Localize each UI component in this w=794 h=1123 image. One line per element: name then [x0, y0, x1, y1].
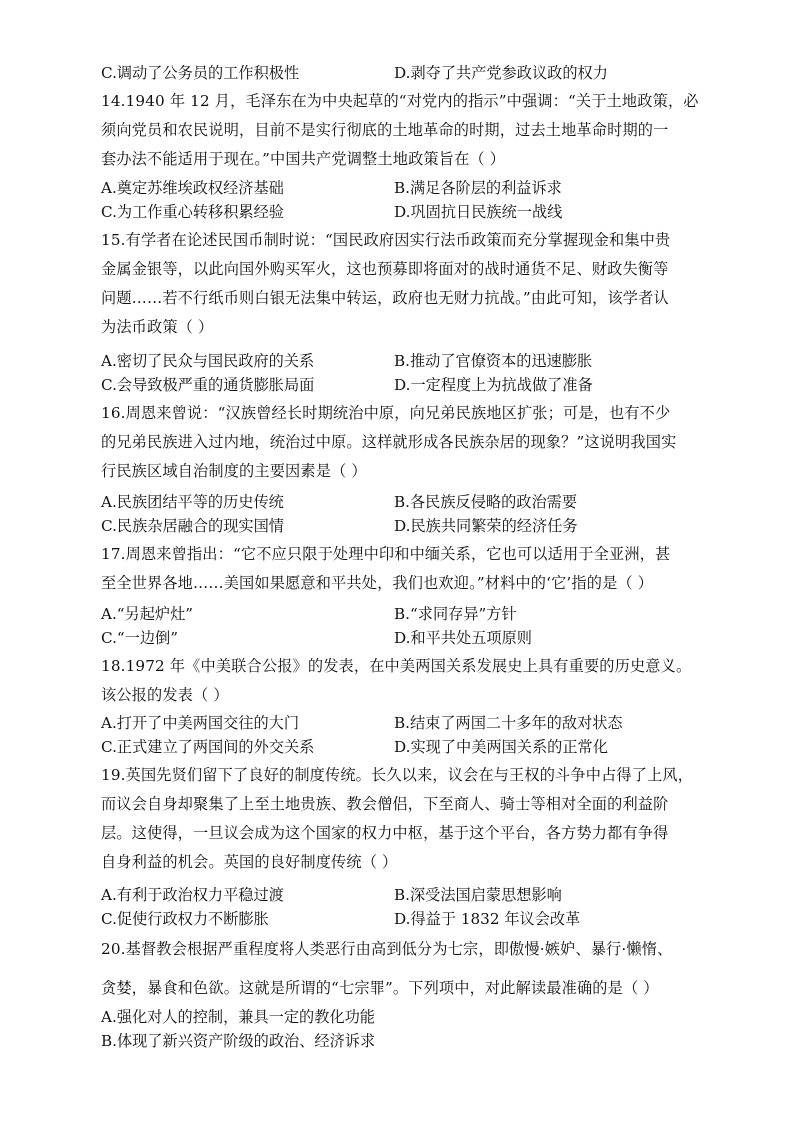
q18-option-b: B.结束了两国二十多年的敌对状态 [394, 714, 623, 732]
q15-stem-line-2: 金属金银等，以此向国外购买军火，这也预募即将面对的战时通货不足、财政失衡等 [101, 260, 669, 278]
q20-stem-line-2: 贪婪，暴食和色欲。这就是所谓的“七宗罪”。下列项中，对此解读最准确的是（ ） [101, 979, 659, 997]
q17-option-a: A.“另起炉灶” [101, 605, 194, 623]
q16-stem-line-3: 行民族区域自治制度的主要因素是（ ） [101, 462, 367, 480]
q17-stem-line-1: 17.周恩来曾指出：“它不应只限于处理中印和中缅关系，它也可以适用于全亚洲，甚 [101, 545, 671, 563]
q20-option-b: B.体现了新兴资产阶级的政治、经济诉求 [101, 1032, 376, 1050]
q14-stem-line-3: 套办法不能适用于现在。”中国共产党调整土地政策旨在（ ） [101, 150, 506, 168]
q19-stem-line-1: 19.英国先贤们留下了良好的制度传统。长久以来，议会在与王权的斗争中占得了上风， [101, 766, 694, 784]
q15-stem-line-3: 问题……若不行纸币则白银无法集中转运，政府也无财力抗战。”由此可知，该学者认 [101, 289, 669, 307]
q18-option-d: D.实现了中美两国关系的正常化 [394, 738, 608, 756]
q19-stem-line-4: 自身利益的机会。英国的良好制度传统（ ） [101, 853, 398, 871]
q20-stem-line-1: 20.基督教会根据严重程度将人类恶行由高到低分为七宗，即傲慢·嫉妒、暴行·懒惰、 [101, 940, 673, 958]
q19-option-c: C.促使行政权力不断膨胀 [101, 910, 269, 928]
q18-option-a: A.打开了中美两国交往的大门 [101, 714, 300, 732]
q13-option-c: C.调动了公务员的工作积极性 [101, 64, 300, 82]
q14-option-b: B.满足各阶层的利益诉求 [394, 179, 562, 197]
q14-stem-line-2: 须向党员和农民说明，目前不是实行彻底的土地革命的时期，过去土地革命时期的一 [101, 121, 669, 139]
q15-option-c: C.会导致极严重的通货膨胀局面 [101, 376, 315, 394]
q16-option-a: A.民族团结平等的历史传统 [101, 493, 284, 511]
q14-option-c: C.为工作重心转移积累经验 [101, 203, 284, 221]
q14-option-d: D.巩固抗日民族统一战线 [394, 203, 563, 221]
q16-option-b: B.各民族反侵略的政治需要 [394, 493, 578, 511]
q17-option-b: B.“求同存异”方针 [394, 605, 517, 623]
q16-stem-line-1: 16.周恩来曾说：“汉族曾经长时期统治中原，向兄弟民族地区扩张；可是，也有不少 [101, 404, 671, 422]
q19-stem-line-2: 而议会自身却聚集了上至土地贵族、教会僧侣，下至商人、骑士等相对全面的利益阶 [101, 795, 669, 813]
q17-stem-line-2: 至全世界各地……美国如果愿意和平共处，我们也欢迎。”材料中的‘它’指的是（ ） [101, 574, 654, 592]
q19-option-a: A.有利于政治权力平稳过渡 [101, 886, 284, 904]
q16-option-d: D.民族共同繁荣的经济任务 [394, 517, 578, 535]
q17-option-c: C.“一边倒” [101, 629, 178, 647]
q16-stem-line-2: 的兄弟民族进入过内地，统治过中原。这样就形成各民族杂居的现象？”这说明我国实 [101, 433, 677, 451]
q15-stem-line-4: 为法币政策（ ） [101, 318, 214, 336]
q18-stem-line-1: 18.1972 年《中美联合公报》的发表，在中美两国关系发展史上具有重要的历史意义。 [101, 657, 692, 675]
q19-option-d: D.得益于 1832 年议会改革 [394, 910, 581, 928]
q15-option-b: B.推动了官僚资本的迅速膨胀 [394, 352, 593, 370]
q15-option-a: A.密切了民众与国民政府的关系 [101, 352, 315, 370]
q14-stem-line-1: 14.1940 年 12 月，毛泽东在为中央起草的“对党内的指示”中强调：“关于土地政策，必 [101, 92, 699, 110]
q20-option-a: A.强化对人的控制，兼具一定的教化功能 [101, 1008, 375, 1026]
q15-stem-line-1: 15.有学者在论述民国币制时说：“国民政府因实行法币政策而充分掌握现金和集中贵 [101, 231, 671, 249]
q18-stem-line-2: 该公报的发表（ ） [101, 686, 229, 704]
q17-option-d: D.和平共处五项原则 [394, 629, 532, 647]
q19-stem-line-3: 层。这使得，一旦议会成为这个国家的权力中枢，基于这个平台，各方势力都有争得 [101, 824, 669, 842]
q19-option-b: B.深受法国启蒙思想影响 [394, 886, 562, 904]
q18-option-c: C.正式建立了两国间的外交关系 [101, 738, 315, 756]
q13-option-d: D.剥夺了共产党参政议政的权力 [394, 64, 608, 82]
q14-option-a: A.奠定苏维埃政权经济基础 [101, 179, 284, 197]
q16-option-c: C.民族杂居融合的现实国情 [101, 517, 284, 535]
q15-option-d: D.一定程度上为抗战做了准备 [394, 376, 593, 394]
